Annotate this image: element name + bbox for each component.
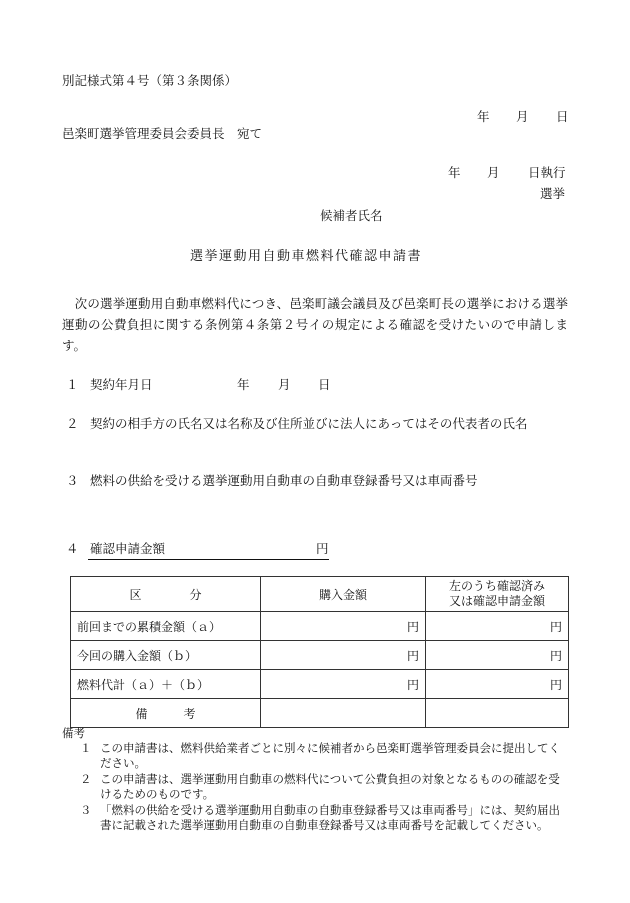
item2-label: 契約の相手方の氏名又は名称及び住所並びに法人にあってはその代表者の氏名: [90, 416, 528, 431]
note-item: [80, 772, 568, 802]
note-number: ３: [80, 803, 92, 817]
header-confirmed-amount: [426, 577, 569, 612]
note-number: ２: [80, 772, 92, 786]
row-confirmed-cell: 円: [426, 670, 569, 699]
table-row: [71, 670, 569, 699]
item1-month: 月: [278, 377, 291, 392]
item2-number: ２: [66, 416, 79, 431]
item1-day: 日: [318, 377, 331, 392]
form-label: 別記様式第４号（第３条関係）: [62, 73, 238, 88]
table-row: [71, 612, 569, 641]
submit-date-month: 月: [516, 109, 529, 124]
row-purchase-cell: 円: [261, 612, 426, 641]
table-row: [71, 641, 569, 670]
row-confirmed-cell: 円: [426, 641, 569, 670]
item4-label: 確認申請金額: [90, 541, 166, 556]
item4-number: ４: [66, 541, 79, 556]
remarks-label: 備 考: [71, 699, 261, 728]
submit-date-year: 年: [477, 109, 490, 124]
header-purchase-amount: 購入金額: [261, 577, 426, 612]
document-title: 選挙運動用自動車燃料代確認申請書: [190, 249, 423, 264]
row-purchase-cell: 円: [261, 641, 426, 670]
header-confirmed-line1: 左のうち確認済み: [448, 579, 545, 593]
header-confirmed-line2: 又は確認申請金額: [448, 594, 545, 608]
note-number: １: [80, 741, 92, 755]
submit-date-day: 日: [556, 109, 569, 124]
item4-unit: 円: [316, 541, 329, 556]
election-day-executed: 日執行: [528, 165, 566, 180]
header-category: 区 分: [71, 577, 261, 612]
note-text: この申請書は、選挙運動用自動車の燃料代について公費負担の対象となるものの確認を受けるためのものです。: [100, 772, 560, 801]
item1-label: 契約年月日: [90, 377, 153, 392]
notes-heading: 備考: [62, 726, 85, 740]
table-row-remarks: [71, 699, 569, 728]
note-item: [80, 803, 568, 833]
item3-number: ３: [66, 473, 79, 488]
row-label: 今回の購入金額（ｂ）: [71, 641, 261, 670]
item1-number: １: [66, 377, 79, 392]
remarks-confirmed-cell: [426, 699, 569, 728]
election-year: 年: [448, 165, 461, 180]
row-confirmed-cell: 円: [426, 612, 569, 641]
item1-year: 年: [237, 377, 250, 392]
election-label: 選挙: [540, 186, 566, 201]
election-month: 月: [487, 165, 500, 180]
row-label: 燃料代計（ａ）＋（ｂ）: [71, 670, 261, 699]
item3-label: 燃料の供給を受ける選挙運動用自動車の自動車登録番号又は車両番号: [90, 473, 478, 488]
candidate-name-label: 候補者氏名: [320, 208, 383, 223]
note-item: [80, 741, 568, 771]
table-header-row: [71, 577, 569, 612]
note-text: この申請書は、燃料供給業者ごとに別々に候補者から邑楽町選挙管理委員会に提出してください。: [100, 741, 560, 770]
note-text: 「燃料の供給を受ける選挙運動用自動車の自動車登録番号又は車両番号」には、契約届出書に記載された選挙運動用自動車の自動車登録番号又は車両番号を記載してください。: [100, 803, 560, 832]
remarks-purchase-cell: [261, 699, 426, 728]
amount-table: [70, 576, 569, 728]
row-purchase-cell: 円: [261, 670, 426, 699]
row-label: 前回までの累積金額（ａ）: [71, 612, 261, 641]
addressee: 邑楽町選挙管理委員会委員長 宛て: [62, 126, 263, 141]
body-text: 次の選挙運動用自動車燃料代につき、邑楽町議会議員及び邑楽町長の選挙における選挙運動の公費負担に関する条例第４条第２号イの規定による確認を受けたいので申請します。: [62, 296, 568, 353]
